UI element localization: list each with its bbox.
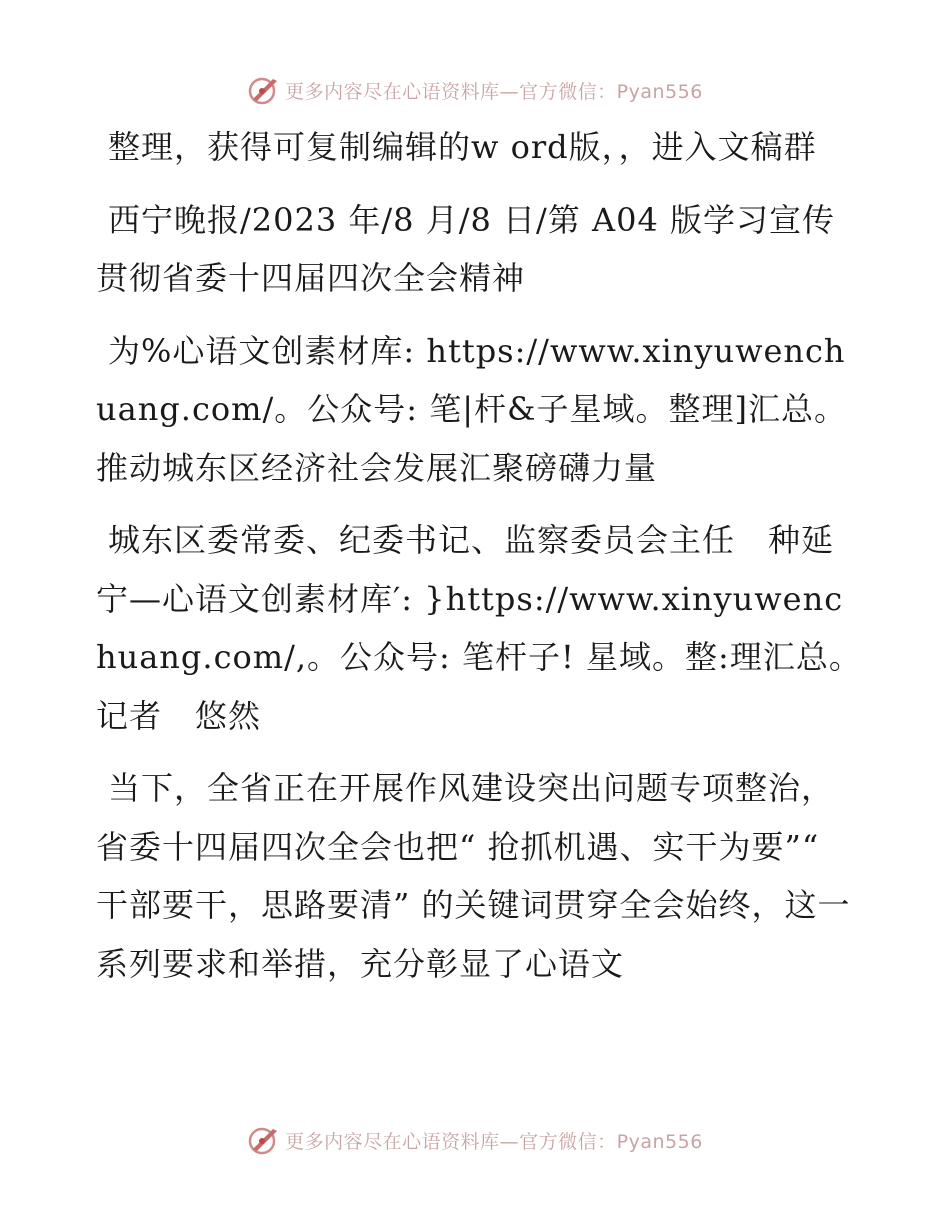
- paragraph-body: 当下，全省正在开展作风建设突出问题专项整治，省委十四届四次全会也把“ 抢抓机遇、实干为要”“ 干部要干，思路要清” 的关键词贯穿全会始终，这一系列要求和举措，充分彰显了心语文: [96, 769, 851, 983]
- watermark-header: [0, 70, 950, 110]
- document-body: [96, 118, 879, 1007]
- quill-logo-icon: [247, 73, 281, 107]
- quill-logo-icon: [247, 1123, 281, 1157]
- watermark-text: 更多内容尽在心语资料库—官方微信：Pyan556: [285, 80, 703, 103]
- paragraph-byline: 城东区委常委、纪委书记、监察委员会主任 种延宁—心语文创素材库′: }https://www.xinyuwenchuang.com/,。公众号: 笔杆子! 星域。整:理汇总。 记者 悠然: [96, 521, 879, 735]
- paragraph-headline: 为%心语文创素材库: https://www.xinyuwenchuang.com/。公众号: 笔|杆&子星域。整理]汇总。推动城东区经济社会发展汇聚磅礴力量: [96, 331, 847, 487]
- watermark-text: 更多内容尽在心语资料库—官方微信：Pyan556: [285, 1130, 703, 1153]
- paragraph-intro: 整理，获得可复制编辑的w ord版，，进入文稿群: [108, 128, 817, 166]
- watermark-footer: [0, 1120, 950, 1160]
- paragraph-source: 西宁晚报/2023 年/8 月/8 日/第 A04 版学习宣传贯彻省委十四届四次全会精神: [96, 200, 835, 297]
